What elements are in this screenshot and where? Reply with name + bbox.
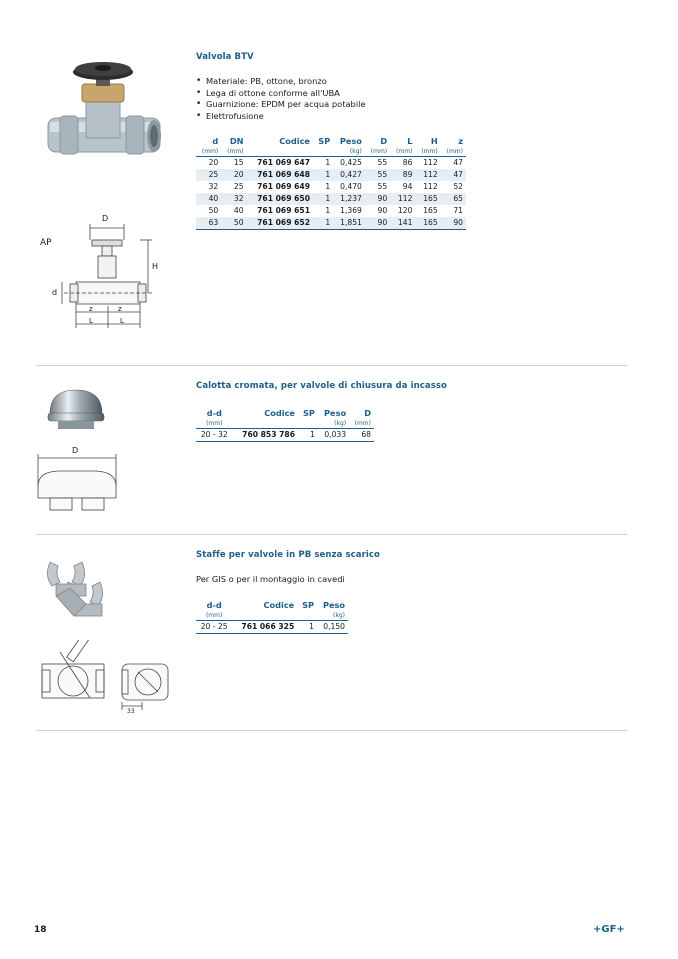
cell: 89 — [390, 169, 415, 181]
cell: 1 — [313, 193, 333, 205]
unit-cell: (mm) — [390, 147, 415, 157]
table-header-row — [196, 600, 348, 611]
table-header-row — [196, 136, 466, 147]
unit-cell: (mm) — [221, 147, 246, 157]
col-codice: Codice — [279, 136, 310, 146]
unit-cell: (kg) — [318, 419, 349, 429]
col-L: L — [407, 136, 413, 146]
cell: 65 — [441, 193, 466, 205]
col-D: D — [364, 408, 371, 418]
cell: 86 — [402, 158, 413, 167]
drawing-label-d: d — [52, 288, 58, 297]
cell: 141 — [390, 217, 415, 230]
col-codice: Codice — [264, 408, 295, 418]
cell: 112 — [423, 158, 438, 167]
cell: 71 — [453, 206, 463, 215]
table-row — [196, 205, 466, 217]
col-peso: Peso — [322, 600, 345, 610]
col-D: D — [380, 136, 388, 146]
col-sp: SP — [318, 136, 331, 146]
cell: 20 - 25 — [196, 621, 232, 634]
col-sp: SP — [303, 408, 315, 418]
feature-alloy: • Lega di ottone conforme all'UBA — [196, 88, 366, 100]
cell: 90 — [365, 193, 390, 205]
cell: 52 — [453, 182, 463, 191]
unit-cell: (kg) — [333, 147, 365, 157]
section-divider — [36, 730, 627, 731]
col-H: H — [430, 136, 438, 146]
cell: 1 — [325, 158, 331, 167]
col-sp: SP — [302, 600, 314, 610]
unit-cell: (mm) — [196, 419, 233, 429]
cell-code: 761 069 647 — [257, 158, 310, 167]
unit-cell: (mm) — [415, 147, 440, 157]
col-peso: Peso — [324, 408, 347, 418]
cell: 32 — [208, 182, 219, 191]
cell: 1 — [297, 621, 317, 634]
unit-cell — [247, 147, 313, 157]
cell-code: 761 069 652 — [247, 217, 313, 230]
cell: 40 — [196, 193, 221, 205]
cell: 25 — [233, 182, 244, 191]
col-codice: Codice — [263, 600, 295, 610]
valve-photo — [40, 58, 165, 186]
table-row — [196, 429, 374, 442]
cell: 1 — [325, 206, 331, 215]
col-d: d — [212, 136, 219, 146]
cell: 1,369 — [340, 206, 362, 215]
bracket-section-title: Staffe per valvole in PB senza scarico — [196, 550, 380, 560]
bracket-subtitle: Per GIS o per il montaggio in cavedi — [196, 574, 345, 584]
cell: 0,425 — [340, 158, 362, 167]
feature-electrofusion: • Elettrofusione — [196, 111, 366, 123]
cell: 20 — [221, 169, 246, 181]
unit-cell: (mm) — [196, 611, 232, 621]
unit-cell — [232, 611, 297, 621]
cell: 1 — [313, 217, 333, 230]
unit-cell: (kg) — [317, 611, 348, 621]
section-divider — [36, 365, 627, 366]
cell: 20 - 32 — [196, 429, 233, 442]
table-units-row — [196, 419, 374, 429]
drawing-label-L-right: L — [120, 317, 124, 325]
valve-technical-drawing — [40, 212, 168, 334]
cell: 50 — [221, 217, 246, 230]
cell: 90 — [365, 217, 390, 230]
valve-feature-list — [196, 76, 366, 122]
unit-cell: (mm) — [196, 147, 221, 157]
cell: 0,150 — [317, 621, 348, 634]
bracket-spec-table — [196, 600, 348, 634]
cell: 165 — [415, 217, 440, 230]
cell: 0,470 — [340, 182, 362, 191]
cell-code: 761 069 650 — [247, 193, 313, 205]
cell-code: 761 069 648 — [247, 169, 313, 181]
cell: 165 — [415, 193, 440, 205]
unit-cell: (mm) — [365, 147, 390, 157]
cell: 55 — [365, 169, 390, 181]
col-dd: d-d — [206, 408, 222, 418]
cell: 63 — [196, 217, 221, 230]
cell: 1 — [313, 169, 333, 181]
drawing-label-H: H — [152, 262, 159, 271]
cell: 112 — [415, 169, 440, 181]
cell-code: 761 066 325 — [232, 621, 297, 634]
table-row — [196, 157, 466, 170]
cell: 50 — [208, 206, 219, 215]
cap-spec-table — [196, 408, 374, 442]
gf-logo: +GF+ — [593, 924, 625, 935]
unit-cell — [313, 147, 333, 157]
cap-photo — [44, 384, 108, 434]
cell: 0,033 — [318, 429, 349, 442]
section-divider — [36, 534, 627, 535]
cell: 1,851 — [333, 217, 365, 230]
cell: 112 — [390, 193, 415, 205]
drawing-label-ap: AP — [40, 238, 52, 248]
cell: 68 — [349, 429, 374, 442]
table-row — [196, 181, 466, 193]
unit-cell — [233, 419, 298, 429]
cell: 55 — [377, 182, 388, 191]
table-units-row — [196, 611, 348, 621]
cell: 1,237 — [333, 193, 365, 205]
cell-code: 760 853 786 — [233, 429, 298, 442]
drawing-label-bracket-dim: 33 — [127, 708, 135, 715]
cell-code: 761 069 651 — [257, 206, 310, 215]
cell: 165 — [423, 206, 438, 215]
table-row — [196, 217, 466, 230]
unit-cell: (mm) — [441, 147, 466, 157]
drawing-label-z-left: z — [89, 305, 93, 313]
drawing-label-cap-D: D — [72, 446, 79, 455]
cell: 47 — [453, 158, 463, 167]
feature-gasket: • Guarnizione: EPDM per acqua potabile — [196, 99, 366, 111]
bracket-technical-drawing — [38, 640, 174, 718]
cell: 90 — [377, 206, 388, 215]
unit-cell — [297, 611, 317, 621]
cell: 0,427 — [333, 169, 365, 181]
table-units-row — [196, 147, 466, 157]
col-peso: Peso — [339, 136, 362, 146]
cell: 25 — [196, 169, 221, 181]
table-row — [196, 193, 466, 205]
cell-code: 761 069 649 — [257, 182, 310, 191]
page-number: 18 — [34, 925, 47, 935]
cell: 55 — [377, 158, 388, 167]
cell: 120 — [397, 206, 413, 215]
cap-technical-drawing — [34, 446, 120, 514]
valve-spec-table — [196, 136, 466, 230]
cell: 47 — [441, 169, 466, 181]
drawing-label-D: D — [102, 214, 109, 223]
table-header-row — [196, 408, 374, 419]
table-row — [196, 169, 466, 181]
drawing-label-z-right: z — [118, 305, 122, 313]
cell: 32 — [221, 193, 246, 205]
cell: 94 — [402, 182, 413, 191]
feature-material: • Materiale: PB, ottone, bronzo — [196, 76, 366, 88]
drawing-label-L-left: L — [89, 317, 93, 325]
unit-cell: (mm) — [349, 419, 374, 429]
valve-section-title: Valvola BTV — [196, 52, 254, 62]
cell: 20 — [208, 158, 219, 167]
unit-cell — [298, 419, 318, 429]
cell: 40 — [233, 206, 244, 215]
cell: 90 — [441, 217, 466, 230]
cap-section-title: Calotta cromata, per valvole di chiusura da incasso — [196, 381, 447, 391]
cell: 1 — [325, 182, 331, 191]
col-z: z — [458, 136, 463, 146]
cell: 112 — [423, 182, 438, 191]
cell: 15 — [233, 158, 244, 167]
col-dd: d-d — [206, 600, 222, 610]
cell: 1 — [298, 429, 318, 442]
bracket-photo — [42, 552, 110, 628]
table-row — [196, 621, 348, 634]
col-dn: DN — [229, 136, 244, 146]
